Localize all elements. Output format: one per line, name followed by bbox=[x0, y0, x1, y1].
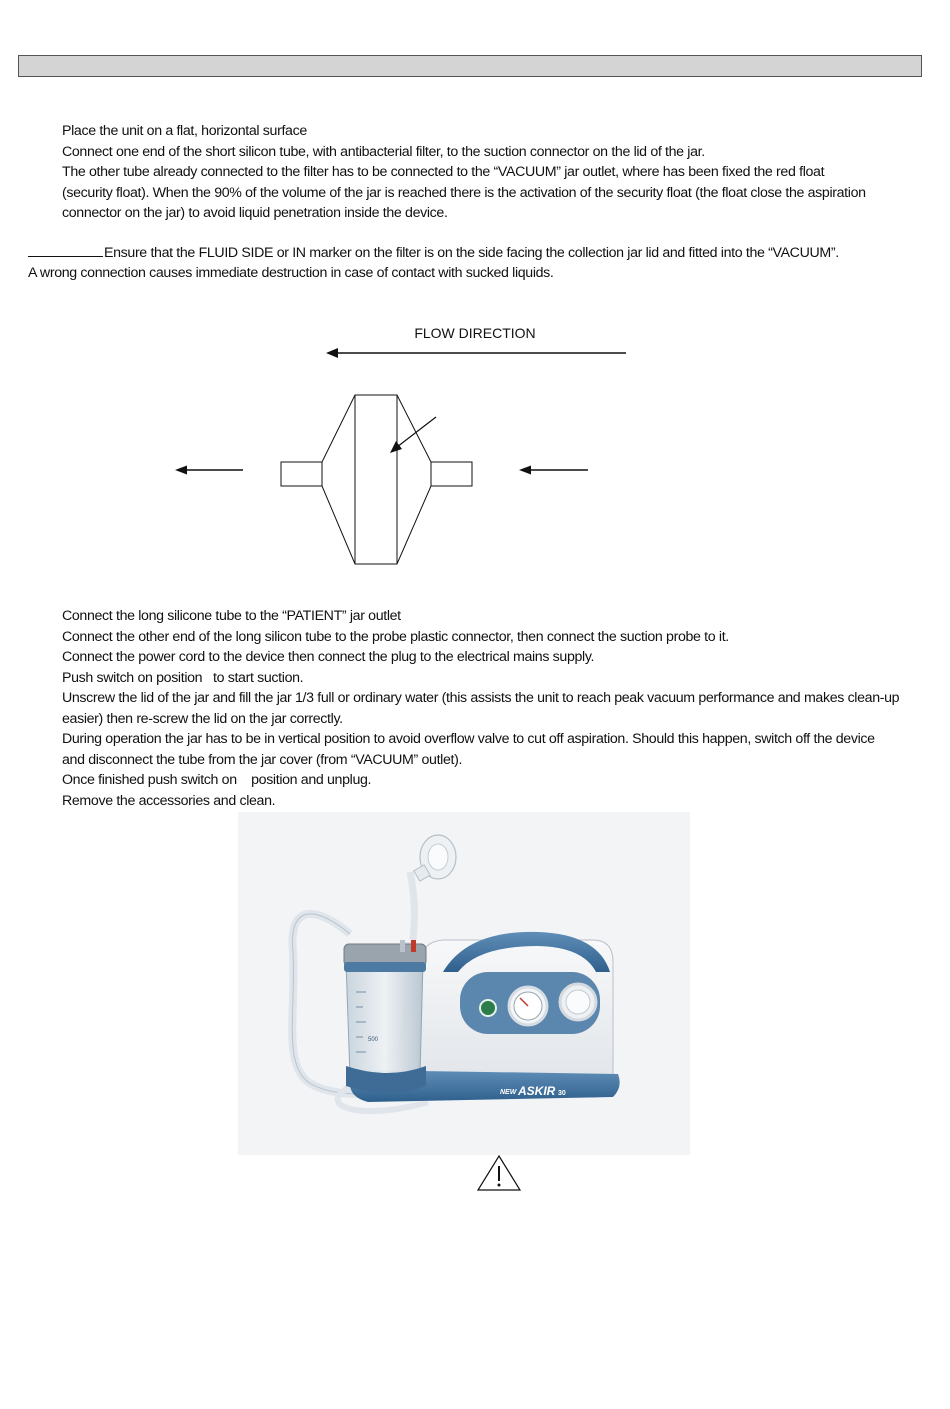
collection-jar bbox=[344, 940, 426, 1093]
steps-top bbox=[62, 121, 912, 224]
step-clean: Remove the accessories and clean. bbox=[62, 792, 276, 809]
step-place-unit: Place the unit on a flat, horizontal surface bbox=[62, 123, 307, 139]
warning-line-1 bbox=[28, 243, 839, 264]
step-connect-vacuum-outlet: The other tube already connected to the filter has to be connected to the “VACUUM” jar outlet, where has been fixed the red float (security float). When the 90% of the volume of the jar is reached there is the activation of the security float (the float close the aspiration connector on the jar) to avoid liquid penetration inside the device. bbox=[62, 164, 866, 221]
brand-prefix: NEW bbox=[500, 1089, 517, 1096]
warning-text-1: Ensure that the FLUID SIDE or IN marker on the filter is on the side facing the collection jar lid and fitted into the “VACUUM”. bbox=[104, 245, 839, 261]
flow-direction-arrow bbox=[326, 348, 626, 358]
inlet-arrow-right bbox=[519, 466, 588, 475]
outlet-arrow-left bbox=[175, 466, 243, 475]
step-fill-jar: Unscrew the lid of the jar and fill the jar 1/3 full or ordinary water (this assists the unit to reach peak vacuum performance and makes clean-up easier) then re-screw the lid on the jar correctly. bbox=[62, 690, 900, 727]
filter-flow-diagram bbox=[0, 315, 950, 575]
power-switch bbox=[480, 1000, 496, 1016]
step-vertical-position: During operation the jar has to be in vertical position to avoid overflow valve to cut off aspiration. Should this happen, switch off the device and disconnect the tube from the jar cover (from “VACUUM” outlet). bbox=[62, 731, 875, 768]
step-connect-power: Connect the power cord to the device then connect the plug to the electrical mains supply. bbox=[62, 649, 595, 665]
product-photo bbox=[238, 812, 690, 1155]
step-connect-patient-outlet: Connect the long silicone tube to the “PATIENT” jar outlet bbox=[62, 608, 401, 624]
flow-direction-label: FLOW DIRECTION bbox=[414, 325, 536, 341]
warning-line-2: A wrong connection causes immediate destruction in case of contact with sucked liquids. bbox=[28, 265, 554, 281]
section-header-bar bbox=[18, 55, 922, 77]
brand-name: ASKIR bbox=[518, 1084, 556, 1098]
steps-bottom bbox=[62, 606, 912, 811]
brand-model: 30 bbox=[558, 1090, 566, 1097]
step-switch-off: Once finished push switch on position and unplug. bbox=[62, 772, 372, 788]
control-panel bbox=[460, 972, 600, 1034]
suction-device-illustration bbox=[238, 812, 690, 1155]
step-switch-on: Push switch on position to start suction. bbox=[62, 669, 304, 686]
security-float bbox=[411, 940, 416, 952]
filter-body bbox=[281, 395, 472, 564]
warning-underline bbox=[28, 244, 103, 257]
step-connect-short-tube: Connect one end of the short silicon tube, with antibacterial filter, to the suction connector on the lid of the jar. bbox=[62, 143, 705, 160]
jar-volume-mark: 500 bbox=[368, 1037, 379, 1043]
warning-triangle-icon bbox=[476, 1154, 522, 1192]
step-connect-probe: Connect the other end of the long silicon tube to the probe plastic connector, then connect the suction probe to it. bbox=[62, 628, 729, 645]
antibacterial-filter bbox=[414, 835, 456, 881]
